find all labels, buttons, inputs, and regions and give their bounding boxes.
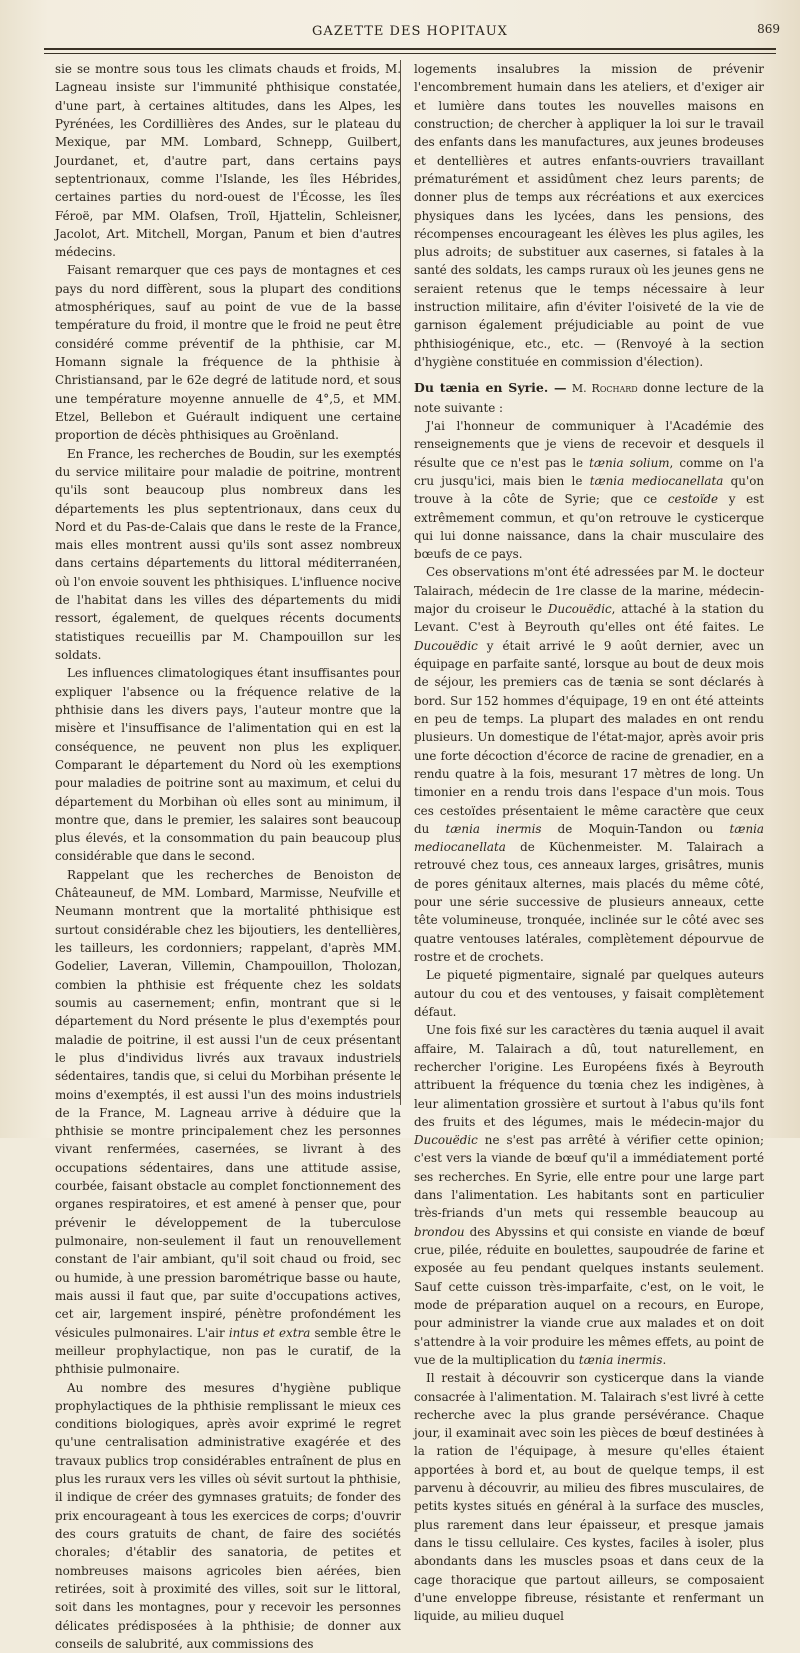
paragraph-text: qu'on trouve à la côte de Syrie; que ce — [414, 474, 764, 506]
paragraph-text: Ces observations m'ont été adressées par M. le docteur Talairach, médecin de 1re classe de la marine, médecin-major du croiseur le — [414, 565, 764, 616]
paragraph: Les influences climatologiques étant insuffisantes pour expliquer l'absence ou la fréquence relative de la phthisie dans les divers pays, l'auteur montre que la misère et l'insuffisance de l'alimentation qui en est la conséquence, ne peuvent non plus les expliquer. Comparant le département du Nord où les exemptions pour maladies de poitrine sont au maximum, et celui du département du Morbihan où elles sont au minimum, il montre que, dans le premier, les salaires sont beaucoup plus élevés, et la consommation du pain beaucoup plus considérable que dans le second. — [55, 664, 401, 865]
paragraph-text: de Moquin-Tandon ou — [558, 822, 714, 836]
paragraph: logements insalubres la mission de prévenir l'encombrement humain dans les ateliers, et d'exiger air et lumière dans toutes les nouvelles maisons en construction; de chercher à appliquer la loi sur le travail des enfants dans les manufactures, aux jeunes brodeuses et dentellières et autres enfants-ouvriers travaillant prématurément et assidûment chez leurs parents; de donner plus de temps aux récréations et aux exercices physiques dans les lycées, dans les pensions, des récompenses encourageant les élèves les plus agiles, les plus adroits; de substituer aux casernes, si fatales à la santé des soldats, les camps ruraux où les jeunes gens ne seraient retenus que le temps nécessaire à leur instruction militaire, afin d'éviter l'oisiveté de la vie de garnison également préjudiciable au point de vue phthisiogénique, etc., etc. — (Renvoyé à la section d'hygiène constituée en commission d'élection). — [414, 60, 764, 371]
paragraph-text: ne s'est pas arrêté à vérifier cette opinion; c'est vers la viande de bœuf qu'il a immédiatement porté ses recherches. En Syrie, elle entre pour une large part dans l'alimentation. Les habitants sont en particulier très-friands d'un mets qui ressemble beaucoup au — [414, 1133, 764, 1220]
paragraph-text: , comme on l'a cru jusqu'ici, mais bien le — [414, 456, 764, 488]
paragraph — [55, 866, 401, 1379]
italic-text: Ducouëdic — [414, 639, 478, 653]
paragraph — [414, 563, 764, 966]
paragraph-text: des Abyssins et qui consiste en viande de bœuf crue, pilée, réduite en boulettes, saupoudrée de farine et exposée au feu pendant quelques instants seulement. Sauf cette cuisson très-imparfaite, c'est, on le voit, le mode de préparation auquel on a recours, en Europe, pour administrer la viande crue aux malades et on doit s'attendre à la voir produire les mêmes effets, au point de vue de la multiplication du — [414, 1225, 764, 1367]
paragraph-text: Une fois fixé sur les caractères du tænia auquel il avait affaire, M. Talairach a dû, tout naturellement, en rechercher l'origine. Les Européens fixés à Beyrouth attribuent la fréquence du tœnia chez les indigènes, à leur alimentation grossière et surtout à l'abus qu'ils font des fruits et des légumes, mais le médecin-major du — [414, 1023, 764, 1129]
paragraph: En France, les recherches de Boudin, sur les exemptés du service militaire pour maladie de poitrine, montrent qu'ils sont beaucoup plus nombreux dans les départements les plus septentrionaux, dans ceux du Nord et du Pas-de-Calais que dans le reste de la France, mais elles montrent aussi qu'ils sont assez nombreux dans certains départements du littoral méditerranéen, où l'on envoie souvent les phthisiques. L'influence nocive de l'habitat dans les villes des départements du midi ressort, également, de quelques récents documents statistiques recueillis par M. Champouillon sur les soldats. — [55, 445, 401, 665]
paragraph-text: , attaché à la station du Levant. C'est à Beyrouth qu'elles ont été faites. Le — [414, 602, 764, 634]
italic-text: intus — [229, 1326, 259, 1340]
paragraph-text: J'ai l'honneur de communiquer à l'Académie des renseignements que je viens de recevoir et desquels il résulte que ce n'est pas le — [414, 419, 764, 470]
italic-text: cestoïde — [668, 492, 718, 506]
paragraph — [414, 1021, 764, 1369]
italic-text: tænia mediocanellata — [590, 474, 724, 488]
paragraph-text: semble être le meilleur prophylactique, non pas le curatif, de la phthisie pulmonaire. — [55, 1326, 401, 1377]
right-column — [414, 60, 764, 1626]
section-heading — [414, 379, 764, 417]
section-author: M. Rochard — [572, 382, 638, 395]
paragraph: Au nombre des mesures d'hygiène publique prophylactiques de la phthisie remplissant le mieux ces conditions biologiques, après avoir exprimé le regret qu'une centralisation administrative exagérée et des travaux publics trop considérables entraînent de plus en plus les ruraux vers les villes où sévit surtout la phthisie, il indique de créer des gymnases gratuits; de fonder des prix encourageant à tous les exercices de corps; d'ouvrir des cours gratuits de chant, de faire des sociétés chorales; d'établir des sanatoria, de petites et nombreuses maisons agricoles bien aérées, bien retirées, soit à proximité des villes, soit sur le littoral, soit dans les montagnes, pour y recevoir les personnes délicates prédisposées à la phthisie; de donner aux conseils de salubrité, aux commissions des — [55, 1379, 401, 1653]
italic-text: Ducouëdic — [414, 1133, 478, 1147]
paragraph: Faisant remarquer que ces pays de montagnes et ces pays du nord diffèrent, sous la plupart des conditions atmosphériques, sauf au point de vue de la basse température du froid, il montre que le froid ne peut être considéré comme préventif de la phthisie, car M. Homann signale la fréquence de la phthisie à Christiansand, par le 62e degré de latitude nord, et sous une température moyenne annuelle de 4°,5, et MM. Etzel, Bellebon et Guérault indiquent une certaine proportion de décès phthisiques au Groënland. — [55, 261, 401, 444]
header-rule-thick — [44, 48, 776, 50]
paragraph-text: y était arrivé le 9 août dernier, avec un équipage en parfaite santé, lorsque au bout de deux mois de séjour, les premiers cas de tænia se sont déclarés à bord. Sur 152 hommes d'équipage, 19 en ont été atteints en peu de temps. La plupart des malades en ont rendu plusieurs. Un domestique de l'état-major, après avoir pris une forte décoction d'écorce de racine de grenadier, en a rendu quatre à la fois, mesurant 17 mètres de long. Un timonier en a rendu trois dans l'espace d'un mois. Tous ces cestoïdes présentaient le même caractère que ceux du — [414, 639, 764, 836]
italic-text: Ducouëdic — [548, 602, 612, 616]
paragraph-text: Rappelant que les recherches de Benoiston de Châteauneuf, de MM. Lombard, Marmisse, Neufville et Neumann montrent que la mortalité phthisique est surtout considérable chez les bijoutiers, les dentellières, les tailleurs, les cordonniers; rappelant, d'après MM. Godelier, Laveran, Villemin, Champouillon, Tholozan, combien la phthisie est fréquente chez les soldats soumis au casernement; enfin, montrant que si le département du Nord présente le plus d'exemptés pour maladie de poitrine, il est aussi l'un de ceux présentant le plus d'individus livrés aux travaux industriels sédentaires, tandis que, si celui du Morbihan présente le moins d'exemptés, il est aussi l'un des moins industriels de la France, M. Lagneau arrive à déduire que la phthisie se montre principalement chez les personnes vivant renfermées, casernées, se livrant à des occupations sédentaires, dans une attitude assise, courbée, faisant obstacle au complet fonctionnement des organes respiratoires, et est amené à penser que, pour prévenir le développement de la tuberculose pulmonaire, non-seulement il faut un renouvellement constant de l'air ambiant, qu'il soit chaud ou froid, sec ou humide, à une pression barométrique basse ou haute, mais aussi il faut que, par suite d'occupations actives, cet air, largement inspiré, pénètre profondément les vésicules pulmonaires. L'air — [55, 868, 401, 1340]
italic-text: tænia mediocanellata — [414, 822, 764, 854]
paragraph: Il restait à découvrir son cysticerque dans la viande consacrée à l'alimentation. M. Talairach s'est livré à cette recherche avec la plus grande persévérance. Chaque jour, il examinait avec soin les pièces de bœuf destinées à la ration de l'équipage, à mesure qu'elles étaient apportées à bord et, au bout de quelque temps, il est parvenu à découvrir, au milieu des fibres musculaires, de petits kystes situés en général à la surface des muscles, plus rarement dans leur épaisseur, et presque jamais dans le tissu cellulaire. Ces kystes, faciles à isoler, plus abondants dans les muscles psoas et dans ceux de la cage thoracique que partout ailleurs, se composaient d'une enveloppe fibreuse, résistante et renfermant un liquide, au milieu duquel — [414, 1369, 764, 1625]
page-header — [40, 20, 780, 48]
italic-text: tænia solium — [589, 456, 669, 470]
paragraph — [414, 417, 764, 564]
header-rule-thin — [44, 53, 776, 54]
italic-text: tænia inermis — [579, 1353, 663, 1367]
italic-text: brondou — [414, 1225, 465, 1239]
italic-text: tænia inermis — [445, 822, 541, 836]
column-divider — [400, 60, 401, 1105]
italic-text: extra — [279, 1326, 310, 1340]
left-column — [55, 60, 401, 1653]
paragraph: sie se montre sous tous les climats chauds et froids, M. Lagneau insiste sur l'immunité phthisique constatée, d'une part, à certaines altitudes, dans les Alpes, les Pyrénées, les Cordillières des Andes, sur le plateau du Mexique, par MM. Lombard, Schnepp, Guilbert, Jourdanet, et, d'autre part, dans certains pays septentrionaux, comme l'Islande, les îles Hébrides, certaines parties du nord-ouest de l'Écosse, les îles Féroë, par MM. Olafsen, Troïl, Hjattelin, Schleisner, Jacolot, Art. Mitchell, Morgan, Panum et bien d'autres médecins. — [55, 60, 401, 261]
italic-text: et — [263, 1326, 275, 1340]
paragraph-text: de Küchenmeister. M. Talairach a retrouvé chez tous, ces anneaux larges, grisâtres, munis de pores génitaux alternes, mais placés du même côté, pour une série successive de plusieurs anneaux, cette tête volumineuse, tronquée, inclinée sur le côté avec ses quatre ventouses latérales, complètement dépourvue de rostre et de crochets. — [414, 840, 764, 964]
paragraph-text: . — [662, 1353, 666, 1367]
paragraph: Le piqueté pigmentaire, signalé par quelques auteurs autour du cou et des ventouses, y faisait complètement défaut. — [414, 966, 764, 1021]
journal-title: GAZETTE DES HOPITAUX — [40, 24, 780, 39]
paragraph-text: y est extrêmement commun, et qu'on retrouve le cysticerque qui lui donne naissance, dans la chair musculaire des bœufs de ce pays. — [414, 492, 764, 561]
paragraph-text: donne lecture de la note suivante : — [414, 381, 764, 414]
section-title: Du tænia en Syrie. — — [414, 380, 567, 395]
page-number: 869 — [757, 22, 780, 36]
